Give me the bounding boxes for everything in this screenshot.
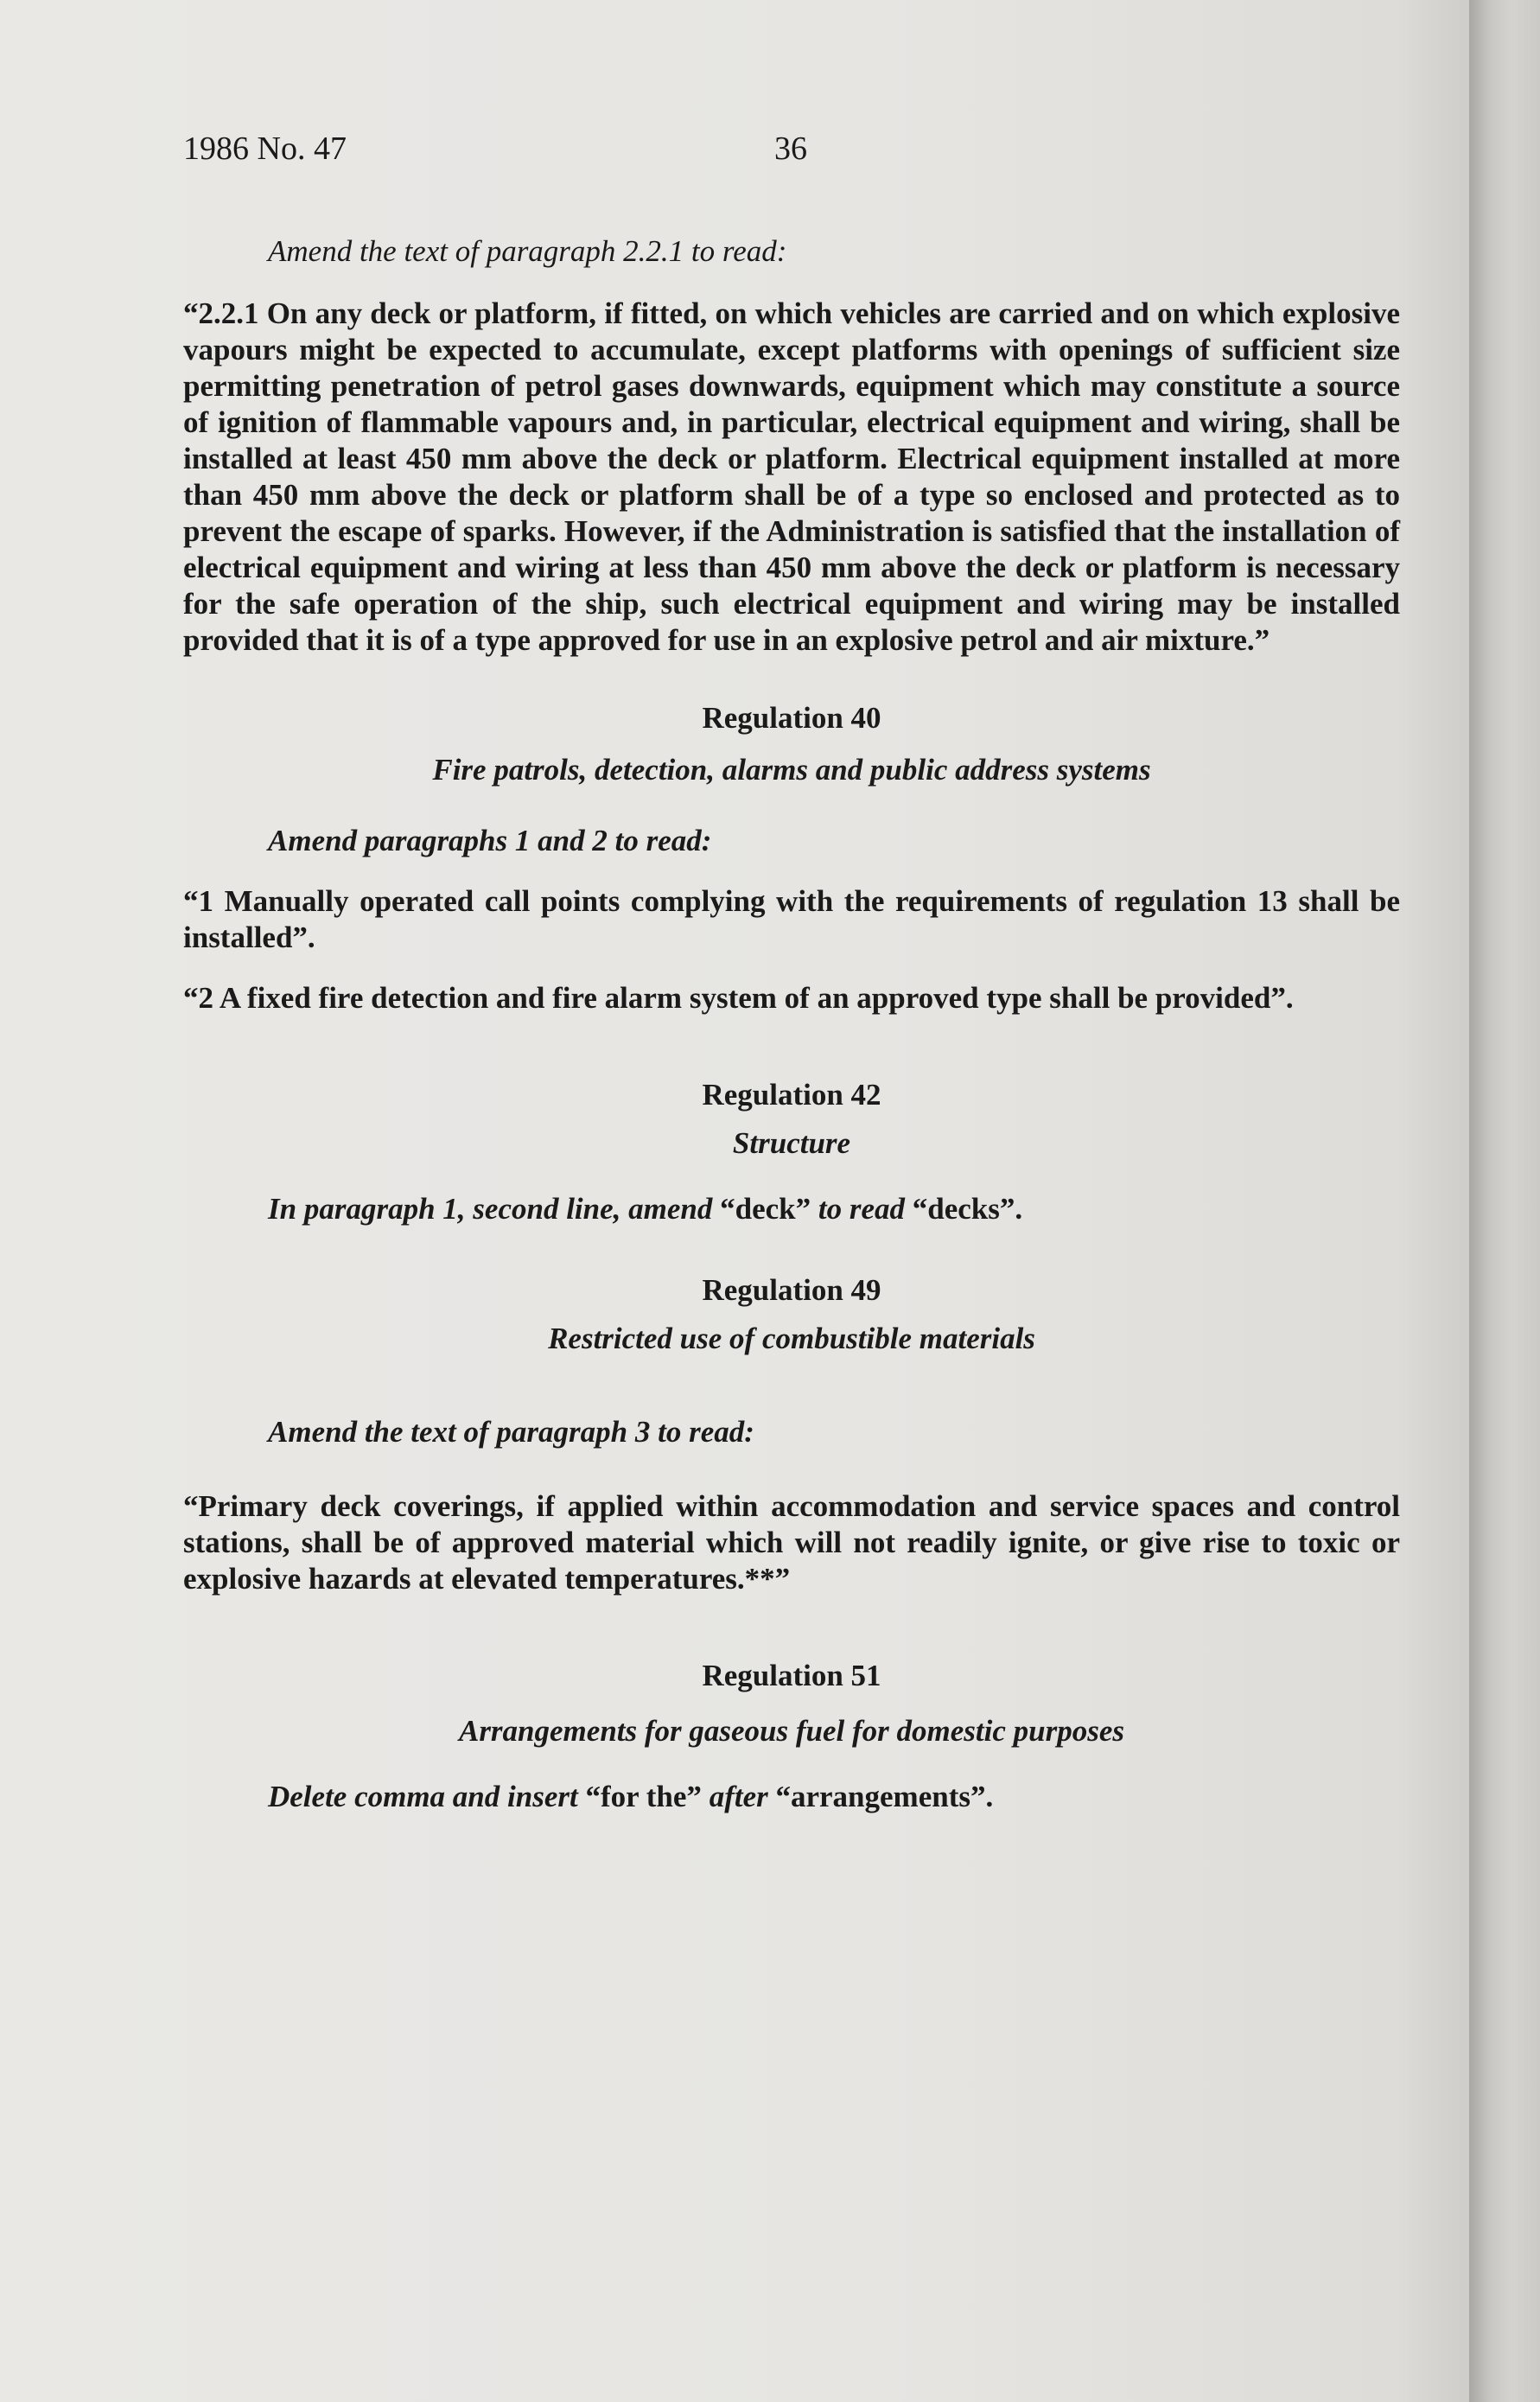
instruction-para-2-2-1: Amend the text of paragraph 2.2.1 to read:: [268, 234, 787, 268]
regulation-40-title: Fire patrols, detection, alarms and public address systems: [432, 753, 1151, 787]
regulation-40-heading: Regulation 40: [702, 701, 881, 735]
regulation-51-instruction-text-b: after: [701, 1780, 776, 1813]
regulation-49-paragraph: “Primary deck coverings, if applied within accommodation and service spaces and control stations, shall be of approved material which will not readily ignite, or give rise to toxic or explosive hazards at elevated temperatures.**”: [183, 1489, 1400, 1596]
regulation-42-heading: Regulation 42: [702, 1078, 881, 1112]
regulation-40-instruction: Amend paragraphs 1 and 2 to read:: [268, 824, 712, 857]
regulation-40-para-1: “1 Manually operated call points complying with the requirements of regulation 13 shall be installed”.: [183, 884, 1400, 954]
regulation-42-instruction: [183, 1191, 1400, 1227]
regulation-49-title: Restricted use of combustible materials: [548, 1322, 1035, 1355]
page-number: 36: [774, 131, 807, 167]
regulation-49-heading: Regulation 49: [702, 1273, 881, 1307]
paragraph-2-2-1: “2.2.1 On any deck or platform, if fitted, on which vehicles are carried and on which explosive vapours might be expected to accumulate, except platforms with openings of sufficient size permitting penetration of petrol gases downwards, equipment which may constitute a source of ignition of flammable vapours and, in particular, electrical equipment and wiring, shall be installed at least 450 mm above the deck or platform. Electrical equipment installed at more than 450 mm above the deck or platform shall be of a type so enclosed and protected as to prevent the escape of sparks. However, if the Administration is satisfied that the installation of electrical equipment and wiring at less than 450 mm above the deck or platform is necessary for the safe operation of the ship, such electrical equipment and wiring may be installed provided that it is of a type approved for use in an explosive petrol and air mixture.”: [183, 296, 1400, 657]
regulation-40-para-2: “2 A fixed fire detection and fire alarm system of an approved type shall be provided”.: [183, 981, 1294, 1015]
regulation-42-instruction-text-b: to read: [811, 1192, 913, 1226]
regulation-51-instruction: [183, 1779, 1400, 1815]
regulation-51-period: .: [985, 1780, 994, 1813]
regulation-51-title: Arrangements for gaseous fuel for domestic purposes: [458, 1714, 1125, 1748]
regulation-42-title: Structure: [732, 1126, 851, 1160]
document-body: [183, 233, 1400, 1815]
regulation-49-instruction: Amend the text of paragraph 3 to read:: [268, 1415, 754, 1449]
regulation-51-quote-arrangements: “arrangements”: [775, 1780, 986, 1813]
regulation-42-quote-deck: “deck”: [720, 1192, 811, 1226]
regulation-51-heading: Regulation 51: [702, 1659, 881, 1692]
regulation-42-quote-decks: “decks”: [912, 1192, 1015, 1226]
regulation-42-period: .: [1015, 1192, 1023, 1226]
regulation-42-instruction-text-a: In paragraph 1, second line, amend: [268, 1192, 721, 1226]
running-head: 1986 No. 47: [183, 131, 347, 167]
page-edge: [1469, 0, 1540, 2402]
regulation-51-quote-for-the: “for the”: [585, 1780, 702, 1813]
regulation-51-instruction-text-a: Delete comma and insert: [268, 1780, 586, 1813]
